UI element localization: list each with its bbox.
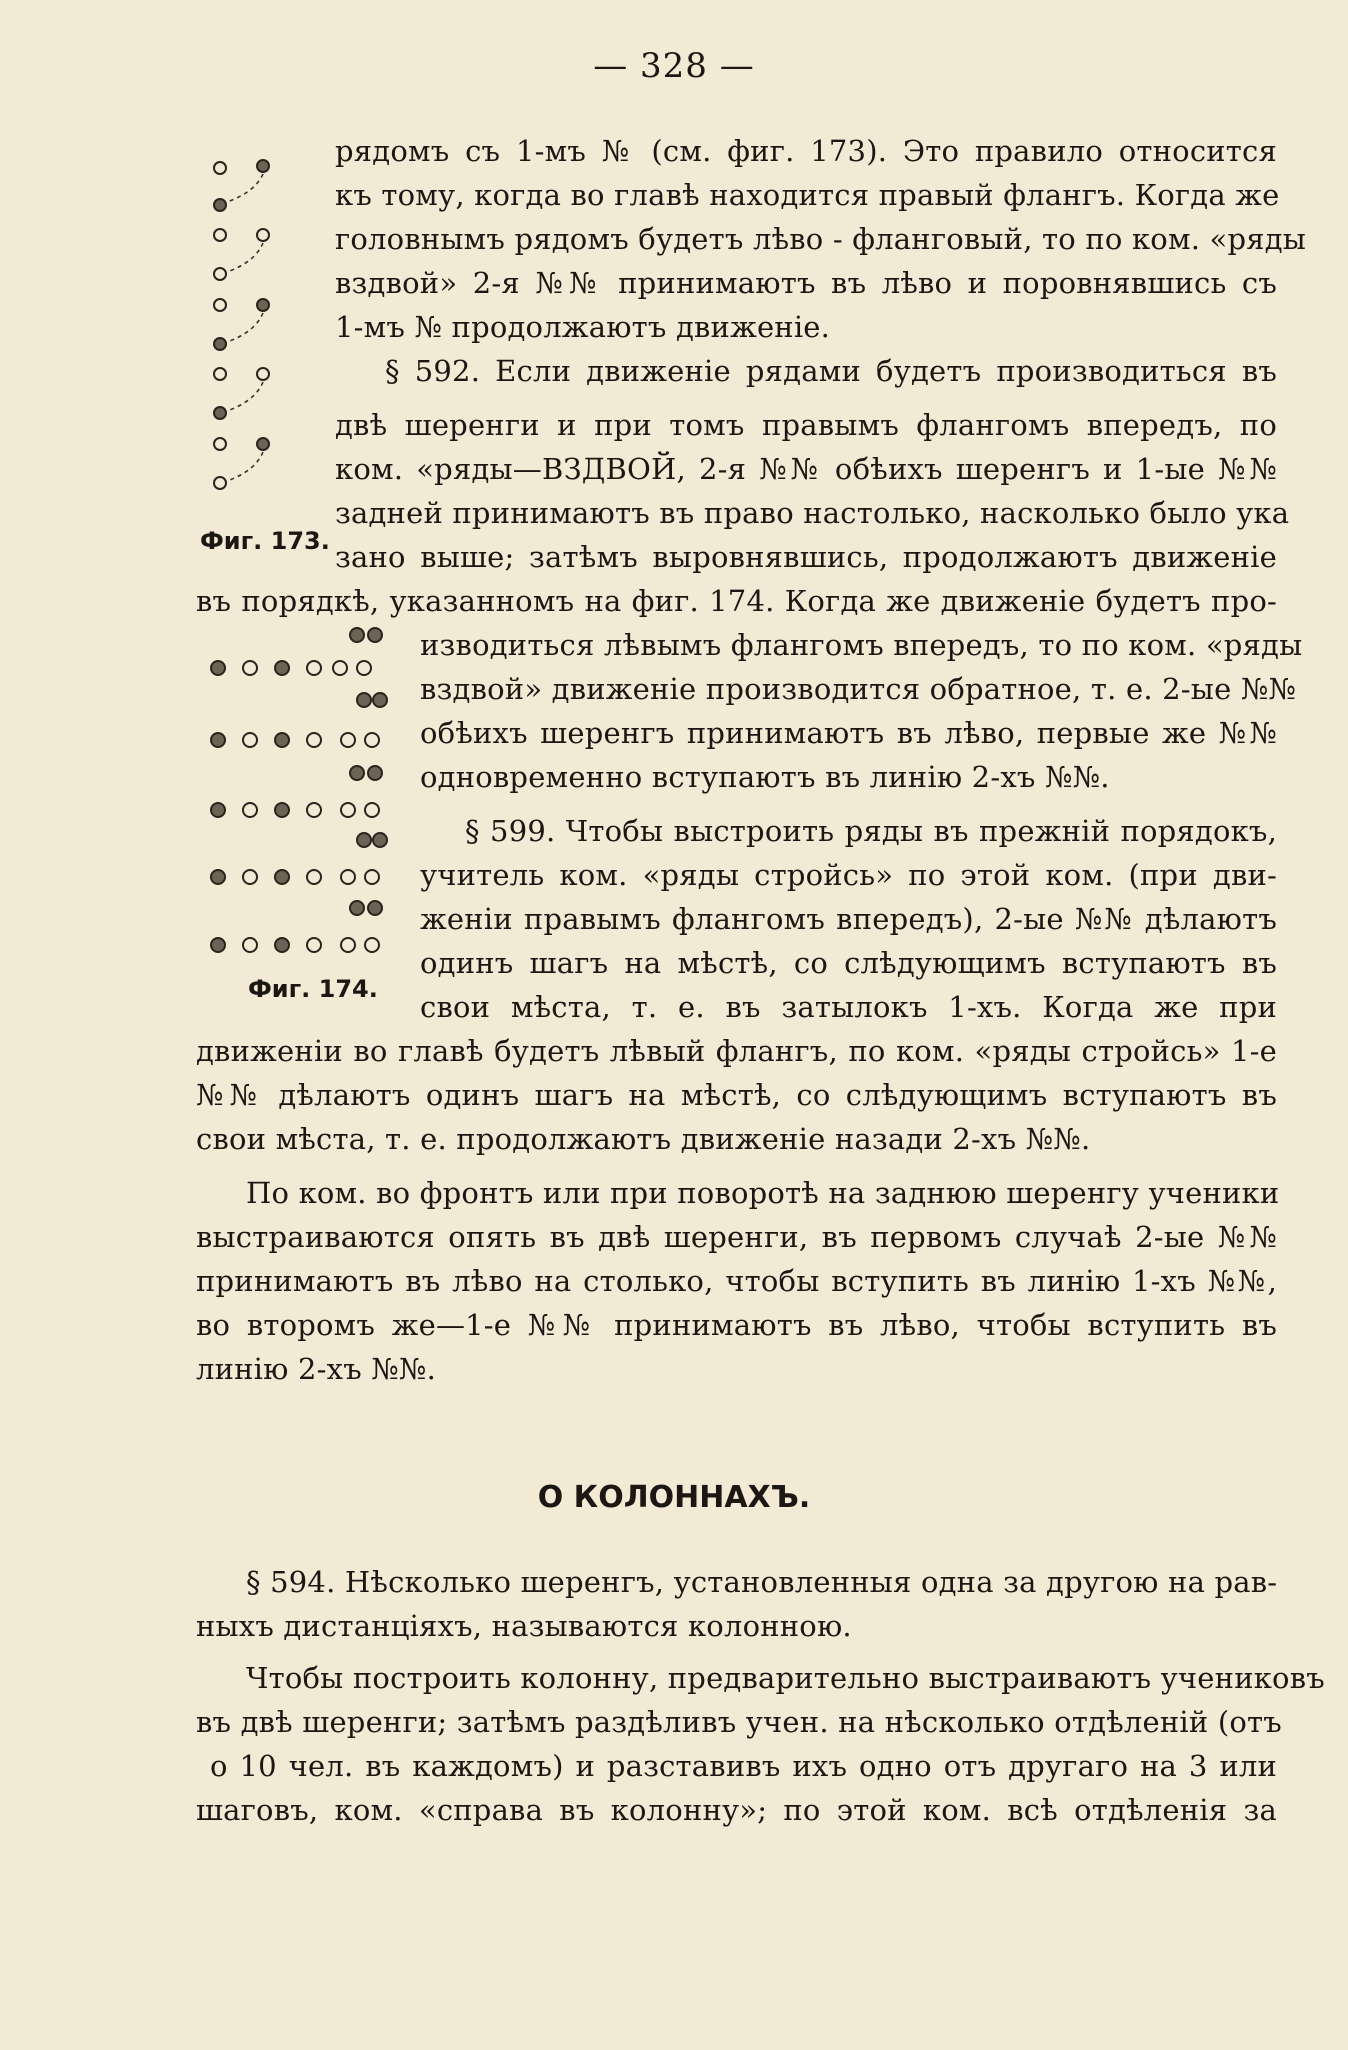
fig174-group-2 xyxy=(211,733,382,780)
text-line: головнымъ рядомъ будетъ лѣво - фланговый, то по ком. «ряды xyxy=(335,222,1307,256)
fig174-caption: Фиг. 174. xyxy=(248,975,378,1003)
fig174-group-1 xyxy=(211,628,387,707)
text-line: линію 2-хъ №№. xyxy=(196,1352,436,1386)
figure-173 xyxy=(205,150,325,510)
text-line: 1-мъ № продолжаютъ движеніе. xyxy=(335,310,831,344)
text-line: вздвой» движеніе производится обратное, т. е. 2-ые №№ xyxy=(420,672,1297,706)
fig173-caption: Фиг. 173. xyxy=(200,527,330,555)
section-heading: О КОЛОННАХЪ. xyxy=(537,1480,811,1515)
text-line: зано выше; затѣмъ выровнявшись, продолжаютъ движеніе xyxy=(335,540,1277,574)
fig173-row-4 xyxy=(214,368,269,419)
text-line: изводиться лѣвымъ флангомъ впередъ, то по ком. «ряды xyxy=(420,628,1303,662)
text-line: женіи правымъ флангомъ впередъ), 2-ые №№ дѣлаютъ xyxy=(420,902,1277,936)
fig173-row-3 xyxy=(214,299,269,350)
fig174-group-3 xyxy=(211,803,387,847)
fig174-group-4 xyxy=(211,870,382,952)
text-line: одинъ шагъ на мѣстѣ, со слѣдующимъ вступаютъ въ xyxy=(420,946,1277,980)
text-line: о 10 чел. въ каждомъ) и разставивъ ихъ одно отъ другаго на 3 или xyxy=(210,1749,1277,1783)
text-line: во второмъ же—1-е №№ принимаютъ въ лѣво, чтобы вступить въ xyxy=(196,1308,1277,1342)
text-line: выстраиваются опять въ двѣ шеренги, въ первомъ случаѣ 2-ые №№ xyxy=(196,1220,1277,1254)
text-line: въ порядкѣ, указанномъ на фиг. 174. Когда же движеніе будетъ про- xyxy=(196,584,1277,618)
text-line: ныхъ дистанціяхъ, называются колонною. xyxy=(196,1609,852,1643)
text-line: рядомъ съ 1-мъ № (см. фиг. 173). Это правило относится xyxy=(335,134,1277,168)
text-line: § 592. Если движеніе рядами будетъ производиться въ xyxy=(385,354,1277,388)
page-number: — 328 — xyxy=(593,46,755,86)
text-line: § 599. Чтобы выстроить ряды въ прежній порядокъ, xyxy=(465,814,1277,848)
text-line: №№ дѣлаютъ одинъ шагъ на мѣстѣ, со слѣдующимъ вступаютъ въ xyxy=(196,1078,1277,1112)
text-line: свои мѣста, т. е. продолжаютъ движеніе назади 2-хъ №№. xyxy=(196,1122,1091,1156)
text-line: ком. «ряды—ВЗДВОЙ, 2-я №№ обѣихъ шеренгъ и 1-ые №№ xyxy=(335,452,1277,486)
text-line: вздвой» 2-я №№ принимаютъ въ лѣво и поровнявшись съ xyxy=(335,266,1277,300)
fig173-row-5 xyxy=(214,438,269,489)
figure-174 xyxy=(200,615,410,955)
text-line: одновременно вступаютъ въ линію 2-хъ №№. xyxy=(420,760,1110,794)
text-line: § 594. Нѣсколько шеренгъ, установленныя одна за другою на рав- xyxy=(246,1565,1278,1599)
text-line: учитель ком. «ряды стройсь» по этой ком. (при дви- xyxy=(420,858,1277,892)
text-line: въ двѣ шеренги; затѣмъ раздѣливъ учен. на нѣсколько отдѣленій (отъ xyxy=(196,1705,1282,1739)
text-line: По ком. во фронтъ или при поворотѣ на заднюю шеренгу ученики xyxy=(246,1176,1280,1210)
fig173-row-2 xyxy=(214,229,269,280)
text-line: принимаютъ въ лѣво на столько, чтобы вступить въ линію 1-хъ №№, xyxy=(196,1264,1277,1298)
text-line: къ тому, когда во главѣ находится правый флангъ. Когда же xyxy=(335,178,1280,212)
text-line: задней принимаютъ въ право настолько, насколько было ука xyxy=(335,496,1290,530)
fig173-row-1 xyxy=(214,160,269,211)
text-line: двѣ шеренги и при томъ правымъ флангомъ впередъ, по xyxy=(335,408,1277,442)
text-line: свои мѣста, т. е. въ затылокъ 1-хъ. Когда же при xyxy=(420,990,1277,1024)
text-line: шаговъ, ком. «справа въ колонну»; по этой ком. всѣ отдѣленія за xyxy=(196,1793,1277,1827)
text-line: обѣихъ шеренгъ принимаютъ въ лѣво, первые же №№ xyxy=(420,716,1277,750)
text-line: Чтобы построить колонну, предварительно выстраиваютъ учениковъ xyxy=(246,1661,1325,1695)
text-line: движеніи во главѣ будетъ лѣвый флангъ, по ком. «ряды стройсь» 1-е xyxy=(196,1034,1277,1068)
